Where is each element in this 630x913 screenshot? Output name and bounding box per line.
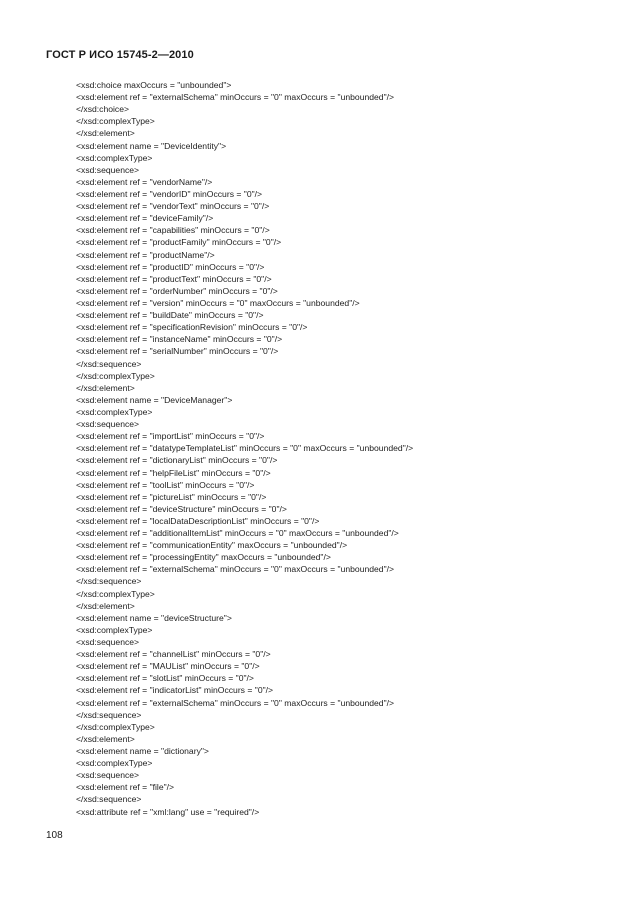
code-line: <xsd:choice maxOccurs = "unbounded"> (76, 80, 232, 90)
code-line: <xsd:complexType> (76, 152, 153, 163)
code-line: <xsd:element name = "DeviceIdentity"> (76, 140, 227, 151)
code-line: </xsd:sequence> (76, 576, 142, 587)
code-line: <xsd:element ref = "deviceFamily"/> (76, 213, 214, 224)
code-line: <xsd:element ref = "toolList" minOccurs = "0"/> (76, 479, 255, 490)
code-line: <xsd:element ref = "additionalItemList" minOccurs = "0" maxOccurs = "unbounded"/> (76, 528, 399, 539)
code-line: <xsd:element name = "dictionary"> (76, 746, 209, 757)
code-line: <xsd:element ref = "pictureList" minOccurs = "0"/> (76, 491, 267, 502)
code-line: <xsd:element ref = "serialNumber" minOccurs = "0"/> (76, 346, 279, 357)
code-line: <xsd:element ref = "helpFileList" minOccurs = "0"/> (76, 467, 271, 478)
code-line: </xsd:complexType> (76, 588, 155, 599)
code-line: <xsd:element ref = "instanceName" minOccurs = "0"/> (76, 334, 283, 345)
code-line: <xsd:element ref = "capabilities" minOccurs = "0"/> (76, 225, 270, 236)
code-line: <xsd:complexType> (76, 624, 153, 635)
code-line: </xsd:element> (76, 128, 135, 139)
code-line: <xsd:element ref = "externalSchema" minOccurs = "0" maxOccurs = "unbounded"/> (76, 697, 395, 708)
code-line: <xsd:element ref = "productText" minOccurs = "0"/> (76, 273, 272, 284)
code-line: <xsd:element ref = "orderNumber" minOccurs = "0"/> (76, 285, 278, 296)
code-line: <xsd:element ref = "vendorName"/> (76, 176, 213, 187)
code-line: </xsd:complexType> (76, 721, 155, 732)
code-line: <xsd:element name = "DeviceManager"> (76, 394, 233, 405)
code-line: <xsd:sequence> (76, 637, 140, 648)
code-line: <xsd:element name = "deviceStructure"> (76, 612, 232, 623)
code-line: <xsd:element ref = "slotList" minOccurs = "0"/> (76, 673, 254, 684)
code-line: <xsd:element ref = "dictionaryList" minOccurs = "0"/> (76, 455, 278, 466)
code-line: <xsd:element ref = "buildDate" minOccurs = "0"/> (76, 310, 264, 321)
code-line: <xsd:element ref = "MAUList" minOccurs = "0"/> (76, 661, 260, 672)
code-line: <xsd:element ref = "communicationEntity" maxOccurs = "unbounded"/> (76, 540, 348, 551)
code-line: <xsd:element ref = "importList" minOccurs = "0"/> (76, 431, 265, 442)
code-line: <xsd:element ref = "externalSchema" minOccurs = "0" maxOccurs = "unbounded"/> (76, 92, 395, 103)
code-line: <xsd:attribute ref = "xml:lang" use = "required"/> (76, 806, 260, 817)
code-line: <xsd:sequence> (76, 770, 140, 781)
code-line: <xsd:element ref = "indicatorList" minOccurs = "0"/> (76, 685, 274, 696)
code-line: </xsd:choice> (76, 104, 130, 115)
code-line: <xsd:element ref = "localDataDescriptionList" minOccurs = "0"/> (76, 515, 320, 526)
code-line: </xsd:sequence> (76, 794, 142, 805)
code-line: <xsd:element ref = "specificationRevision" minOccurs = "0"/> (76, 322, 308, 333)
code-line: <xsd:element ref = "productFamily" minOccurs = "0"/> (76, 237, 282, 248)
code-line: </xsd:element> (76, 382, 135, 393)
page-number: 108 (46, 830, 63, 841)
code-line: <xsd:sequence> (76, 164, 140, 175)
code-line: <xsd:element ref = "datatypeTemplateList" minOccurs = "0" maxOccurs = "unbounded"/> (76, 443, 414, 454)
code-line: <xsd:element ref = "vendorText" minOccurs = "0"/> (76, 201, 270, 212)
code-line: </xsd:sequence> (76, 358, 142, 369)
code-line: </xsd:element> (76, 600, 135, 611)
code-line: <xsd:element ref = "externalSchema" minOccurs = "0" maxOccurs = "unbounded"/> (76, 564, 395, 575)
code-line: <xsd:element ref = "productName"/> (76, 249, 215, 260)
code-line: </xsd:complexType> (76, 116, 155, 127)
code-line: <xsd:complexType> (76, 406, 153, 417)
code-line: </xsd:sequence> (76, 709, 142, 720)
code-line: <xsd:element ref = "vendorID" minOccurs = "0"/> (76, 188, 263, 199)
code-line: <xsd:element ref = "version" minOccurs = "0" maxOccurs = "unbounded"/> (76, 297, 360, 308)
code-line: <xsd:sequence> (76, 419, 140, 430)
standard-header: ГОСТ Р ИСО 15745-2—2010 (46, 49, 194, 61)
code-line: <xsd:element ref = "channelList" minOccurs = "0"/> (76, 649, 271, 660)
code-line: <xsd:element ref = "productID" minOccurs = "0"/> (76, 261, 265, 272)
code-line: <xsd:complexType> (76, 758, 153, 769)
xsd-code-listing (76, 79, 596, 818)
code-line: <xsd:element ref = "file"/> (76, 782, 175, 793)
code-line: <xsd:element ref = "deviceStructure" minOccurs = "0"/> (76, 503, 287, 514)
code-line: </xsd:element> (76, 733, 135, 744)
code-line: <xsd:element ref = "processingEntity" maxOccurs = "unbounded"/> (76, 552, 331, 563)
code-line: </xsd:complexType> (76, 370, 155, 381)
